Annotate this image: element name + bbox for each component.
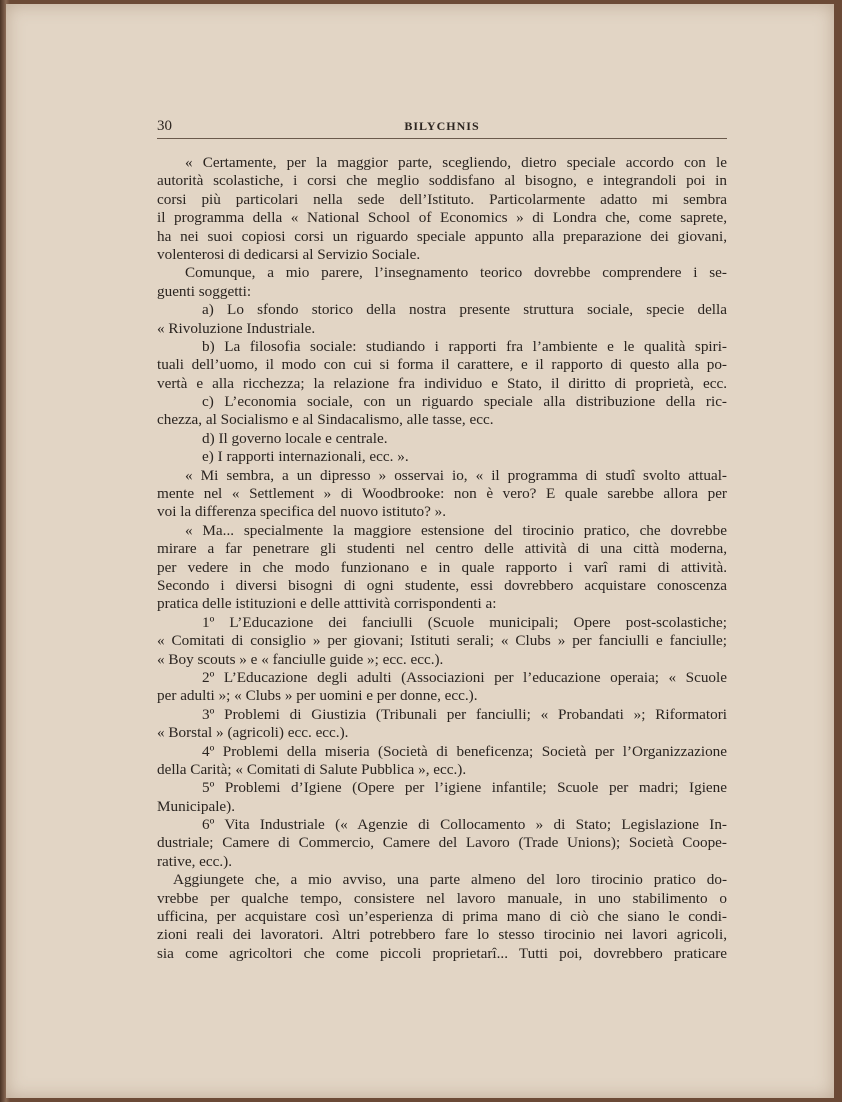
text-line: volenterosi di dedicarsi al Servizio Sociale.	[157, 245, 421, 263]
text-line: voi la differenza specifica del nuovo istituto? ».	[157, 503, 447, 521]
text-line: « Mi sembra, a un dipresso » osservai io, « il programma di studî svolto attual-	[185, 466, 727, 484]
text-line: dustriale; Camere di Commercio, Camere del Lavoro (Trade Unions); Società Coope-	[157, 834, 727, 852]
text-line: « Comitati di consiglio » per giovani; Istituti serali; « Clubs » per fanciulli e fanciulle;	[157, 632, 727, 650]
text-line: b) La filosofia sociale: studiando i rapporti fra l’ambiente e le qualità spiri-	[202, 337, 727, 355]
text-line: vertà e alla ricchezza; la relazione fra individuo e Stato, il diritto di proprietà, ecc.	[157, 374, 727, 392]
text-line: chezza, al Socialismo e al Sindacalismo, alle tasse, ecc.	[157, 411, 494, 429]
text-line: d) Il governo locale e centrale.	[202, 429, 388, 447]
text-line: « Boy scouts » e « fanciulle guide »; ecc. ecc.).	[157, 650, 444, 668]
text-line: vrebbe per qualche tempo, consistere nel lavoro manuale, in uno stabilimento o	[157, 889, 727, 907]
text-line: mirare a far penetrare gli studenti nel centro delle attività di una città moderna,	[157, 540, 727, 558]
text-line: corsi più particolari nella sede dell’Istituto. Particolarmente adatto mi sembra	[157, 190, 727, 208]
text-line: Aggiungete che, a mio avviso, una parte almeno del loro tirocinio pratico do-	[173, 871, 727, 889]
text-line: « Ma... specialmente la maggiore estensione del tirocinio pratico, che dovrebbe	[185, 521, 727, 539]
text-line: e) I rapporti internazionali, ecc. ».	[202, 448, 409, 466]
text-line: 2º L’Educazione degli adulti (Associazioni per l’educazione operaia; « Scuole	[202, 668, 727, 686]
text-line: per vedere in che modo funzionano e in quale rapporto i varî rami di attività.	[157, 558, 727, 576]
text-line: Secondo i diversi bisogni di ogni studente, essi dovrebbero acquistare conoscenza	[157, 576, 727, 594]
body-text	[157, 154, 727, 963]
text-line: « Certamente, per la maggior parte, scegliendo, dietro speciale accordo con le	[185, 154, 727, 171]
text-line: mente nel « Settlement » di Woodbrooke: non è vero? E quale sarebbe allora per	[157, 485, 727, 503]
text-line: pratica delle istituzioni e delle atttività corrispondenti a:	[157, 595, 497, 613]
running-title: BILYCHNIS	[404, 119, 480, 133]
text-line: c) L’economia sociale, con un riguardo speciale alla distribuzione della ric-	[202, 393, 727, 411]
page-number: 30	[157, 118, 172, 134]
text-line: per adulti »; « Clubs » per uomini e per donne, ecc.).	[157, 687, 478, 705]
text-line: guenti soggetti:	[157, 282, 252, 300]
text-line: 6º Vita Industriale (« Agenzie di Collocamento » di Stato; Legislazione In-	[202, 816, 727, 834]
text-line: autorità scolastiche, i corsi che meglio soddisfano al bisogno, e integrandoli poi in	[157, 172, 727, 190]
text-line: Municipale).	[157, 797, 236, 815]
text-line: sia come agricoltori che come piccoli proprietarî... Tutti poi, dovrebbero praticare	[157, 944, 727, 962]
text-line: 1º L’Educazione dei fanciulli (Scuole municipali; Opere post-scolastiche;	[202, 613, 727, 631]
text-line: 5º Problemi d’Igiene (Opere per l’igiene infantile; Scuole per madri; Igiene	[202, 779, 727, 797]
text-line: zioni reali dei lavoratori. Altri potrebbero fare lo stesso tirocinio nei lavori agricoli,	[157, 926, 727, 944]
text-line: « Borstal » (agricoli) ecc. ecc.).	[157, 724, 349, 742]
text-line: il programma della « National School of Economics » di Londra che, come saprete,	[157, 209, 727, 227]
text-line: « Rivoluzione Industriale.	[157, 319, 316, 337]
text-line: 3º Problemi di Giustizia (Tribunali per fanciulli; « Probandati »; Riformatori	[202, 705, 727, 723]
text-line: ha nei suoi copiosi corsi un riguardo speciale appunto alla preparazione dei giovani,	[157, 227, 727, 245]
text-line: a) Lo sfondo storico della nostra presente struttura sociale, specie della	[202, 301, 727, 319]
text-line: della Carità; « Comitati di Salute Pubblica », ecc.).	[157, 760, 467, 778]
text-line: rative, ecc.).	[157, 852, 233, 870]
text-line: Comunque, a mio parere, l’insegnamento teorico dovrebbe comprendere i se-	[185, 264, 727, 282]
text-line: 4º Problemi della miseria (Società di beneficenza; Società per l’Organizzazione	[202, 742, 727, 760]
text-line: tuali dell’uomo, il modo con cui si forma il carattere, e il rapporto di questo alla po-	[157, 356, 727, 374]
running-header	[157, 118, 727, 139]
text-line: ufficina, per acquistare così un’esperienza di prima mano di ciò che siano le condi-	[157, 908, 727, 926]
